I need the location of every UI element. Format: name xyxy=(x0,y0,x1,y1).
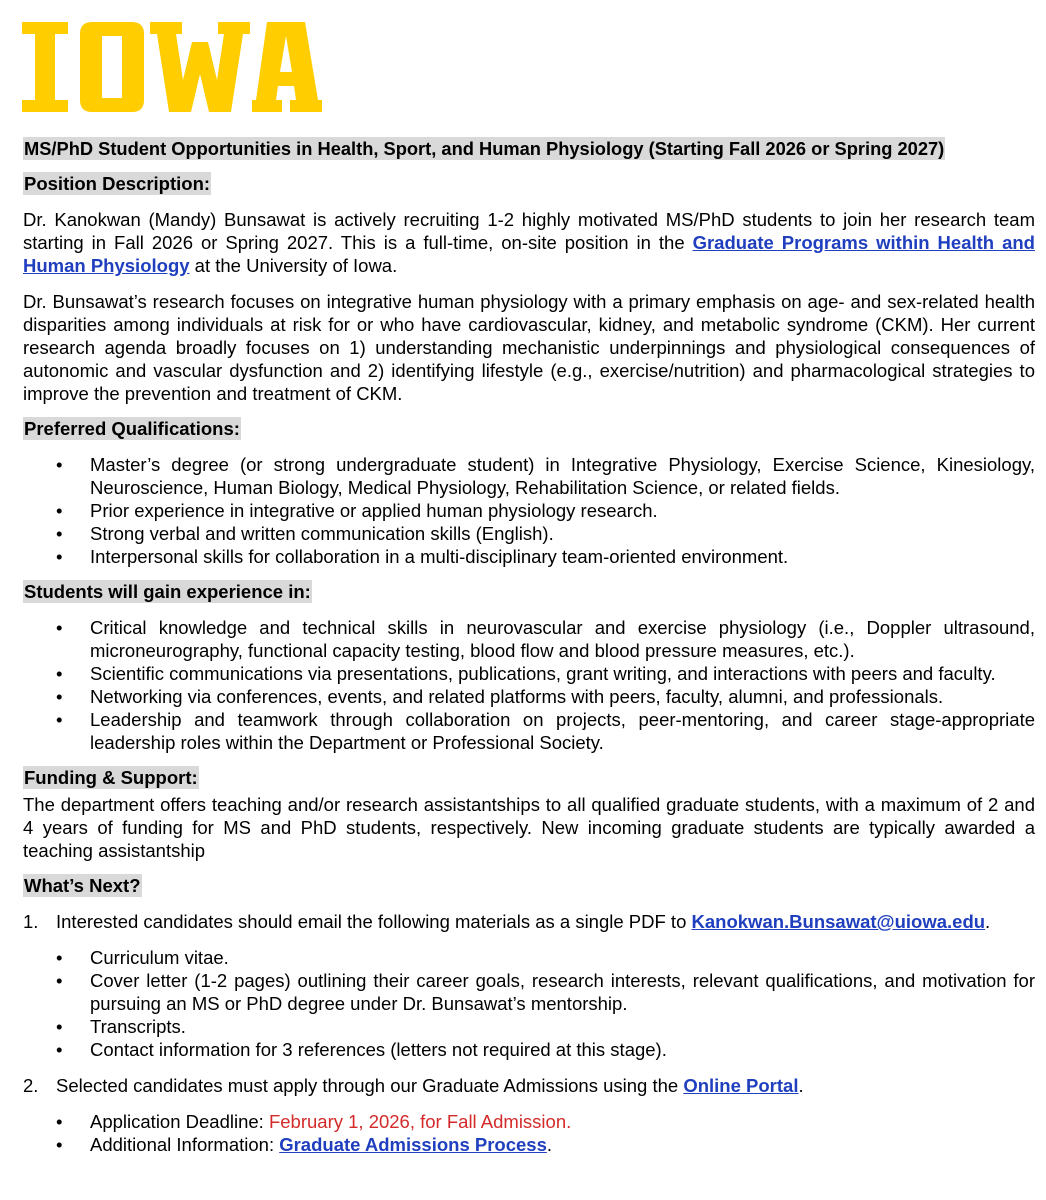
qualifications-list xyxy=(23,453,1035,568)
whats-next-heading: What’s Next? xyxy=(24,875,141,896)
list-item: • Scientific communications via presentations, publications, grant writing, and interactions with peers and faculty. xyxy=(23,662,1035,685)
list-item: • Master’s degree (or strong undergraduate student) in Integrative Physiology, Exercise Science, Kinesiology, Neuroscience, Human Biology, Medical Physiology, Rehabilitation Science, or related fields. xyxy=(23,453,1035,499)
application-deadline-item xyxy=(23,1110,1035,1133)
admission-info-list xyxy=(23,1110,1035,1156)
step-number: 1. xyxy=(23,911,39,932)
deadline-label: Application Deadline: xyxy=(90,1111,269,1132)
document-body xyxy=(23,137,1035,1156)
step-1-text-end: . xyxy=(985,911,991,932)
funding-paragraph: The department offers teaching and/or research assistantships to all qualified graduate students, with a maximum of 2 and 4 years of funding for MS and PhD students, respectively. New incoming graduate students are typically awarded a teaching assistantship xyxy=(23,794,1035,861)
step-1-text: Interested candidates should email the following materials as a single PDF to xyxy=(56,911,692,932)
step-1 xyxy=(23,910,1035,933)
experience-list xyxy=(23,616,1035,754)
position-description-heading: Position Description: xyxy=(24,173,211,194)
list-item: • Prior experience in integrative or applied human physiology research. xyxy=(23,499,1035,522)
position-paragraph-2: Dr. Bunsawat’s research focuses on integrative human physiology with a primary emphasis on age- and sex-related health disparities among individuals at risk for or who have cardiovascular, kidney, and metabolic syndrome (CKM). Her current research agenda broadly focuses on 1) understanding mechanistic underpinnings and physiological consequences of autonomic and vascular dysfunction and 2) identifying lifestyle (e.g., exercise/nutrition) and pharmacological strategies to improve the prevention and treatment of CKM. xyxy=(23,291,1035,404)
materials-list xyxy=(23,946,1035,1061)
list-item: • Networking via conferences, events, and related platforms with peers, faculty, alumni, and professionals. xyxy=(23,685,1035,708)
list-item: • Curriculum vitae. xyxy=(23,946,1035,969)
graduate-programs-link[interactable]: Graduate Programs within Health and Human Physiology xyxy=(23,232,1035,276)
iowa-logo xyxy=(22,22,322,112)
list-item: • Interpersonal skills for collaboration in a multi-disciplinary team-oriented environment. xyxy=(23,545,1035,568)
step-2-text: Selected candidates must apply through our Graduate Admissions using the xyxy=(56,1075,684,1096)
position-p1-text: Dr. Kanokwan (Mandy) Bunsawat is actively recruiting 1-2 highly motivated MS/PhD students to join her research team starting in Fall 2026 or Spring 2027. This is a full-time, on-site position in the xyxy=(23,209,1035,253)
list-item: • Strong verbal and written communication skills (English). xyxy=(23,522,1035,545)
step-number: 2. xyxy=(23,1075,39,1096)
list-item: • Critical knowledge and technical skills in neurovascular and exercise physiology (i.e., Doppler ultrasound, microneurography, functional capacity testing, blood flow and blood pressure measures, etc.). xyxy=(23,616,1035,662)
experience-heading: Students will gain experience in: xyxy=(24,581,311,602)
list-item: • Transcripts. xyxy=(23,1015,1035,1038)
list-item: • Contact information for 3 references (letters not required at this stage). xyxy=(23,1038,1035,1061)
list-item: • Leadership and teamwork through collaboration on projects, peer-mentoring, and career stage-appropriate leadership roles within the Department or Professional Society. xyxy=(23,708,1035,754)
online-portal-link[interactable]: Online Portal xyxy=(683,1075,799,1096)
qualifications-heading: Preferred Qualifications: xyxy=(24,418,240,439)
list-item: • Cover letter (1-2 pages) outlining their career goals, research interests, relevant qualifications, and motivation for pursuing an MS or PhD degree under Dr. Bunsawat’s mentorship. xyxy=(23,969,1035,1015)
funding-heading: Funding & Support: xyxy=(24,767,198,788)
step-2-text-end: . xyxy=(798,1075,804,1096)
info-end: . xyxy=(546,1134,553,1155)
graduate-admissions-link[interactable]: Graduate Admissions Process xyxy=(279,1134,547,1155)
page-title: MS/PhD Student Opportunities in Health, Sport, and Human Physiology (Starting Fall 2026 or Spring 2027) xyxy=(24,138,945,159)
info-label: Additional Information: xyxy=(90,1134,280,1155)
email-link[interactable]: Kanokwan.Bunsawat@uiowa.edu xyxy=(691,911,986,932)
position-paragraph-1 xyxy=(23,208,1035,277)
additional-information-item xyxy=(23,1133,1035,1156)
step-2 xyxy=(23,1074,1035,1097)
position-p1-text-end: at the University of Iowa. xyxy=(189,255,398,276)
deadline-value: February 1, 2026, for Fall Admission. xyxy=(268,1111,572,1132)
